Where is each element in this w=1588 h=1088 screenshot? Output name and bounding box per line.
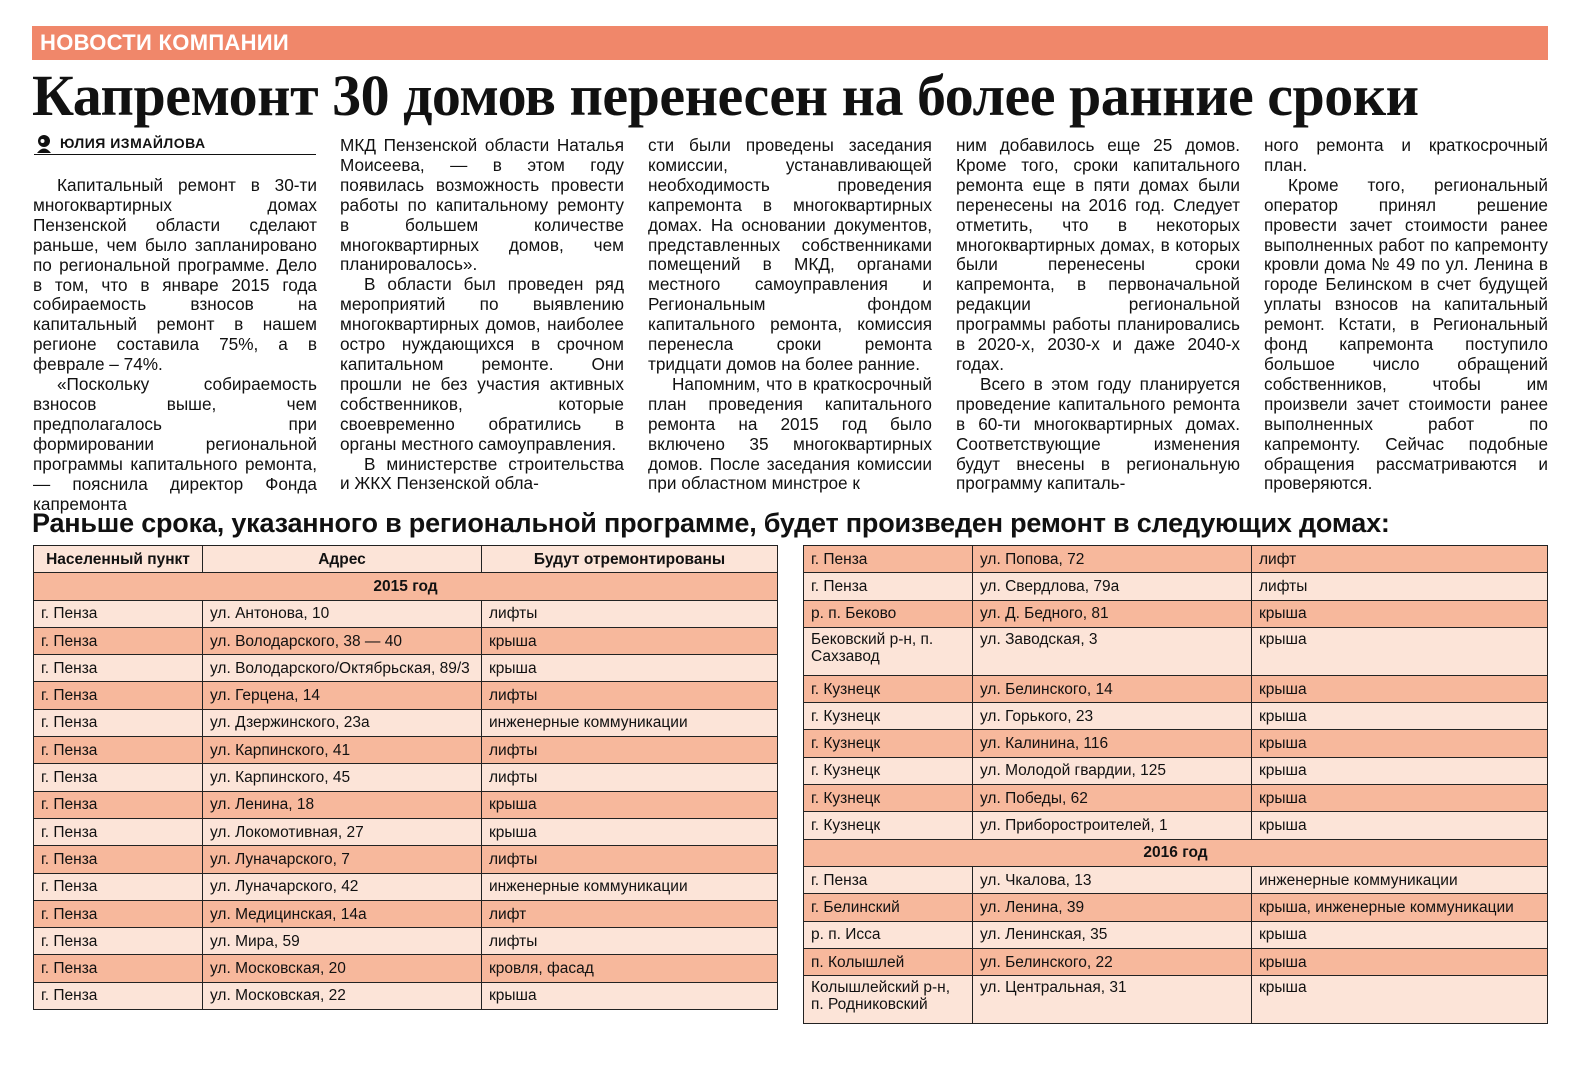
cell-locality: р. п. Беково	[804, 600, 973, 627]
article-column-1	[33, 176, 317, 514]
cell-address: ул. Чкалова, 13	[973, 866, 1252, 893]
table-header-row	[34, 546, 778, 573]
cell-locality: г. Пенза	[804, 573, 973, 600]
cell-address: ул. Мира, 59	[203, 928, 482, 955]
paragraph: «Поскольку собираемость взносов выше, чем предполагалось при формировании региональной программы капитального ремонта, — пояснила директор Фонда капремонта	[33, 374, 317, 514]
cell-locality: г. Пенза	[34, 928, 203, 955]
cell-locality: г. Белинский	[804, 894, 973, 921]
cell-repairs: кровля, фасад	[482, 955, 778, 982]
cell-address: ул. Свердлова, 79а	[973, 573, 1252, 600]
cell-repairs: инженерные коммуникации	[482, 709, 778, 736]
article-column-4	[956, 136, 1240, 494]
cell-address: ул. Попова, 72	[973, 546, 1252, 573]
cell-locality: г. Пенза	[804, 546, 973, 573]
cell-locality: г. Пенза	[34, 682, 203, 709]
paragraph: ним добавилось еще 25 домов. Кроме того, сроки капитального ремонта еще в пяти домах были перенесены на 2016 год. Следует отметить, что в некоторых многоквартирных домах, в которых были перенесены сроки капремонта, в первоначальной редакции региональной программы работы планировались в 2020-х, 2030-х и даже 2040-х годах.	[956, 135, 1240, 374]
cell-repairs: крыша	[1252, 600, 1548, 627]
table-row	[34, 846, 778, 873]
cell-repairs: инженерные коммуникации	[1252, 866, 1548, 893]
article-column-3	[648, 136, 932, 494]
cell-address: ул. Молодой гвардии, 125	[973, 757, 1252, 784]
cell-repairs: лифт	[482, 900, 778, 927]
cell-address: ул. Луначарского, 7	[203, 846, 482, 873]
header-repairs: Будут отремонтированы	[482, 546, 778, 573]
table-row	[804, 675, 1548, 702]
table-row	[34, 737, 778, 764]
cell-address: ул. Белинского, 22	[973, 948, 1252, 975]
cell-repairs: крыша	[482, 655, 778, 682]
cell-locality: г. Пенза	[34, 818, 203, 845]
cell-repairs: лифты	[482, 928, 778, 955]
cell-address: ул. Ленина, 18	[203, 791, 482, 818]
table-row	[804, 600, 1548, 627]
cell-locality: г. Кузнецк	[804, 730, 973, 757]
cell-locality: г. Пенза	[34, 791, 203, 818]
cell-locality: г. Кузнецк	[804, 812, 973, 839]
author-name: ЮЛИЯ ИЗМАЙЛОВА	[60, 135, 206, 151]
cell-locality: г. Пенза	[34, 846, 203, 873]
paragraph: Кроме того, региональный оператор принял решение провести зачет стоимости ранее выполненных работ по капремонту кровли дома № 49 по ул. Ленина в городе Белинском в счет будущей уплаты взносов на капитальный ремонт. Кстати, в Региональный фонд капремонта поступило большое число обращений собственников, чтобы им произвели зачет стоимости ранее выполненных работ по капремонту. Сейчас подобные обращения рассматриваются и проверяются.	[1264, 174, 1548, 494]
cell-locality: г. Пенза	[34, 709, 203, 736]
cell-address: ул. Приборостроителей, 1	[973, 812, 1252, 839]
cell-locality: г. Пенза	[34, 764, 203, 791]
cell-repairs: лифты	[482, 846, 778, 873]
table-row	[34, 709, 778, 736]
houses-table-right	[803, 545, 1548, 1024]
author-portrait-icon	[34, 133, 54, 153]
table-row	[804, 546, 1548, 573]
cell-locality: г. Кузнецк	[804, 785, 973, 812]
paragraph: Всего в этом году планируется проведение капитального ремонта в 60-ти многоквартирных домах. Соответствующие изменения будут внесены в региональную программу капиталь-	[956, 373, 1240, 494]
cell-locality: г. Пенза	[34, 655, 203, 682]
cell-repairs: крыша	[1252, 948, 1548, 975]
cell-address: ул. Локомотивная, 27	[203, 818, 482, 845]
table-row	[34, 655, 778, 682]
cell-address: ул. Д. Бедного, 81	[973, 600, 1252, 627]
cell-repairs: крыша	[1252, 785, 1548, 812]
cell-address: ул. Победы, 62	[973, 785, 1252, 812]
table-row	[34, 900, 778, 927]
table-row	[34, 682, 778, 709]
table-row	[804, 730, 1548, 757]
cell-repairs: лифты	[1252, 573, 1548, 600]
table-row	[804, 812, 1548, 839]
table-row	[34, 955, 778, 982]
table-row	[804, 703, 1548, 730]
cell-repairs: крыша, инженерные коммуникации	[1252, 894, 1548, 921]
cell-repairs: крыша	[1252, 976, 1548, 1024]
cell-address: ул. Володарского/Октябрьская, 89/3	[203, 655, 482, 682]
cell-repairs: лифты	[482, 600, 778, 627]
cell-repairs: лифты	[482, 737, 778, 764]
cell-locality: г. Пенза	[34, 600, 203, 627]
paragraph: Напомним, что в краткосрочный план проведения капитального ремонта на 2015 год было включено 35 многоквартирных домов. После заседания комиссии при областном минстрое к	[648, 373, 932, 494]
cell-repairs: крыша	[1252, 675, 1548, 702]
cell-locality: Бековский р-н, п. Сахзавод	[804, 627, 973, 675]
cell-locality: г. Пенза	[34, 737, 203, 764]
cell-locality: Колышлейский р-н, п. Родниковский	[804, 976, 973, 1024]
paragraph: ного ремонта и краткосрочный план.	[1264, 135, 1548, 175]
cell-locality: г. Пенза	[34, 627, 203, 654]
cell-repairs: инженерные коммуникации	[482, 873, 778, 900]
table-row	[804, 921, 1548, 948]
cell-repairs: крыша	[482, 982, 778, 1009]
cell-repairs: крыша	[482, 791, 778, 818]
cell-address: ул. Московская, 22	[203, 982, 482, 1009]
cell-locality: г. Кузнецк	[804, 757, 973, 784]
cell-repairs: лифты	[482, 682, 778, 709]
cell-locality: г. Кузнецк	[804, 675, 973, 702]
cell-locality: г. Пенза	[34, 982, 203, 1009]
cell-address: ул. Антонова, 10	[203, 600, 482, 627]
cell-repairs: лифт	[1252, 546, 1548, 573]
table-row	[804, 785, 1548, 812]
paragraph: В министерстве строительства и ЖКХ Пензенской обла-	[340, 453, 624, 494]
cell-repairs: крыша	[1252, 757, 1548, 784]
cell-address: ул. Заводская, 3	[973, 627, 1252, 675]
table-row	[804, 757, 1548, 784]
cell-repairs: крыша	[1252, 921, 1548, 948]
cell-repairs: крыша	[482, 627, 778, 654]
header-address: Адрес	[203, 546, 482, 573]
cell-address: ул. Центральная, 31	[973, 976, 1252, 1024]
year-label: 2016 год	[804, 839, 1548, 866]
cell-address: ул. Луначарского, 42	[203, 873, 482, 900]
table-row	[34, 818, 778, 845]
table-row	[804, 573, 1548, 600]
year-label: 2015 год	[34, 573, 778, 600]
cell-address: ул. Медицинская, 14а	[203, 900, 482, 927]
headline: Капремонт 30 домов перенесен на более ранние сроки	[32, 63, 1419, 128]
cell-repairs: крыша	[1252, 730, 1548, 757]
table-row	[34, 982, 778, 1009]
cell-locality: г. Пенза	[34, 873, 203, 900]
cell-address: ул. Карпинского, 41	[203, 737, 482, 764]
table-row	[34, 627, 778, 654]
table-row	[34, 928, 778, 955]
table-heading: Раньше срока, указанного в региональной программе, будет произведен ремонт в следующих домах:	[32, 508, 1390, 538]
cell-address: ул. Калинина, 116	[973, 730, 1252, 757]
cell-locality: р. п. Исса	[804, 921, 973, 948]
header-locality: Населенный пункт	[34, 546, 203, 573]
paragraph: МКД Пензенской области Наталья Моисеева, — в этом году появилась возможность провести работы по капитальному ремонту в большем количестве многоквартирных домов, чем планировалось».	[340, 135, 624, 275]
cell-address: ул. Карпинского, 45	[203, 764, 482, 791]
cell-address: ул. Ленина, 39	[973, 894, 1252, 921]
table-row	[804, 894, 1548, 921]
cell-locality: г. Пенза	[804, 866, 973, 893]
table-row	[34, 764, 778, 791]
article-column-5	[1264, 136, 1548, 494]
cell-address: ул. Ленинская, 35	[973, 921, 1252, 948]
table-row	[804, 866, 1548, 893]
cell-address: ул. Московская, 20	[203, 955, 482, 982]
cell-address: ул. Белинского, 14	[973, 675, 1252, 702]
cell-repairs: лифты	[482, 764, 778, 791]
cell-address: ул. Герцена, 14	[203, 682, 482, 709]
cell-locality: п. Колышлей	[804, 948, 973, 975]
cell-address: ул. Горького, 23	[973, 703, 1252, 730]
paragraph: В области был проведен ряд мероприятий по выявлению многоквартирных домов, наиболее остро нуждающихся в срочном капитальном ремонте. Они прошли не без участия активных собственников, которые своевременно обратились в органы местного самоуправления.	[340, 274, 624, 454]
year-row-2015	[34, 573, 778, 600]
cell-locality: г. Пенза	[34, 900, 203, 927]
table-row	[804, 976, 1548, 1024]
cell-locality: г. Пенза	[34, 955, 203, 982]
table-row	[804, 948, 1548, 975]
table-row	[804, 627, 1548, 675]
cell-address: ул. Володарского, 38 — 40	[203, 627, 482, 654]
article-column-2	[340, 136, 624, 494]
paragraph: Капитальный ремонт в 30-ти многоквартирных домах Пензенской области сделают раньше, чем было запланировано по региональной программе. Дело в том, что в январе 2015 года собираемость взносов на капитальный ремонт в нашем регионе составила 75%, а в феврале – 74%.	[33, 175, 317, 375]
cell-address: ул. Дзержинского, 23а	[203, 709, 482, 736]
cell-locality: г. Кузнецк	[804, 703, 973, 730]
cell-repairs: крыша	[1252, 703, 1548, 730]
table-row	[34, 600, 778, 627]
table-row	[34, 873, 778, 900]
paragraph: сти были проведены заседания комиссии, устанавливающей необходимость проведения капремонта в многоквартирных домах. На основании документов, представленных собственниками помещений в МКД, органами местного самоуправления и Региональным фондом капитального ремонта, комиссия перенесла сроки ремонта тридцати домов на более ранние.	[648, 135, 932, 374]
cell-repairs: крыша	[1252, 627, 1548, 675]
section-rubric: НОВОСТИ КОМПАНИИ	[32, 26, 1548, 60]
table-row	[34, 791, 778, 818]
cell-repairs: крыша	[482, 818, 778, 845]
cell-repairs: крыша	[1252, 812, 1548, 839]
year-row-2016	[804, 839, 1548, 866]
houses-table-left	[33, 545, 778, 1010]
author-byline	[34, 132, 316, 155]
